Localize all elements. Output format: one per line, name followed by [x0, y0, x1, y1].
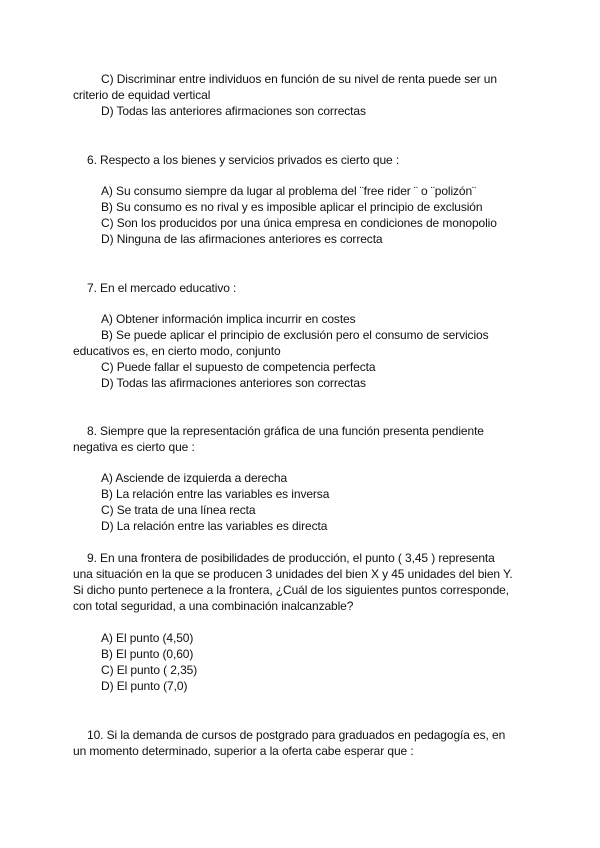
question-6-option-d: D) Ninguna de las afirmaciones anteriores es correcta [101, 232, 383, 246]
question-6-stem: 6. Respecto a los bienes y servicios privados es cierto que : [87, 153, 400, 167]
question-8-stem-line-2: negativa es cierto que : [73, 440, 195, 454]
question-6-option-b: B) Su consumo es no rival y es imposible aplicar el principio de exclusión [101, 200, 483, 214]
question-7-option-d: D) Todas las afirmaciones anteriores son correctas [101, 376, 366, 390]
question-9-option-b: B) El punto (0,60) [101, 647, 194, 661]
question-9-stem-line-1: 9. En una frontera de posibilidades de producción, el punto ( 3,45 ) representa [87, 551, 495, 565]
question-9-option-a: A) El punto (4,50) [101, 631, 194, 645]
question-9-stem-line-3: Si dicho punto pertenece a la frontera, ¿Cuál de los siguientes puntos corresponde, [73, 583, 509, 597]
question-8-option-d: D) La relación entre las variables es directa [101, 519, 328, 533]
question-8-option-b: B) La relación entre las variables es inversa [101, 487, 330, 501]
previous-question-option-d: D) Todas las anteriores afirmaciones son correctas [101, 104, 366, 118]
question-7-option-b-line-1: B) Se puede aplicar el principio de exclusión pero el consumo de servicios [101, 328, 489, 342]
question-9-stem-line-4: con total seguridad, a una combinación inalcanzable? [73, 599, 354, 613]
question-6-option-a: A) Su consumo siempre da lugar al problema del ¨free rider ¨ o ¨polizón¨ [101, 184, 476, 198]
question-7-option-c: C) Puede fallar el supuesto de competencia perfecta [101, 360, 376, 374]
question-10-stem-line-1: 10. Si la demanda de cursos de postgrado para graduados en pedagogía es, en [87, 728, 506, 742]
question-8-option-c: C) Se trata de una línea recta [101, 503, 256, 517]
question-6-option-c: C) Son los producidos por una única empresa en condiciones de monopolio [101, 216, 497, 230]
question-7-option-b-line-2: educativos es, en cierto modo, conjunto [73, 344, 281, 358]
question-9-option-c: C) El punto ( 2,35) [101, 663, 198, 677]
question-10-stem-line-2: un momento determinado, superior a la oferta cabe esperar que : [73, 744, 414, 758]
question-9-option-d: D) El punto (7,0) [101, 679, 188, 693]
previous-question-option-c-line-2: criterio de equidad vertical [73, 88, 211, 102]
question-7-option-a: A) Obtener información implica incurrir en costes [101, 312, 356, 326]
question-7-stem: 7. En el mercado educativo : [87, 281, 237, 295]
question-8-stem-line-1: 8. Siempre que la representación gráfica de una función presenta pendiente [87, 424, 484, 438]
previous-question-option-c-line-1: C) Discriminar entre individuos en función de su nivel de renta puede ser un [101, 72, 497, 86]
question-8-option-a: A) Asciende de izquierda a derecha [101, 471, 288, 485]
question-9-stem-line-2: una situación en la que se producen 3 unidades del bien X y 45 unidades del bien Y. [73, 567, 513, 581]
